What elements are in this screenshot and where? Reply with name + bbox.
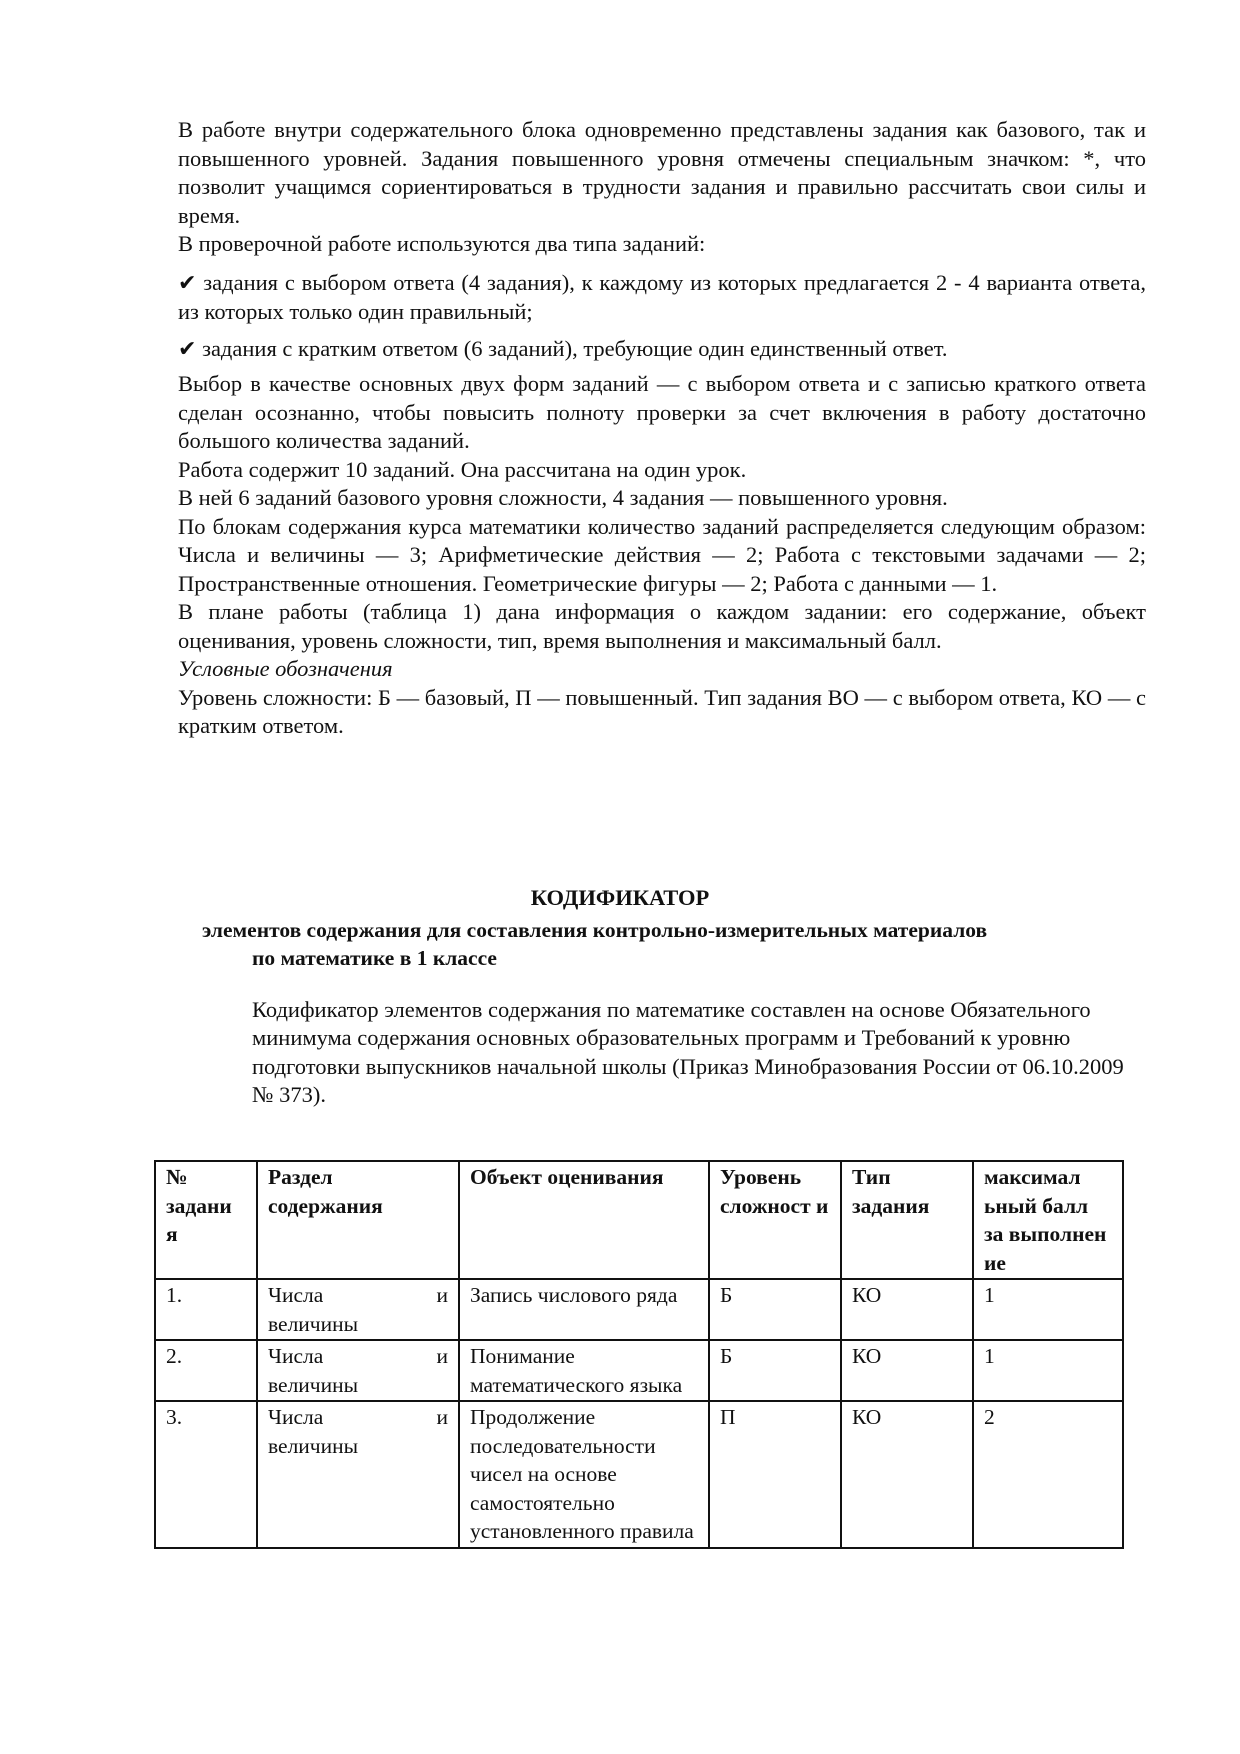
paragraph-blocks-distribution: По блокам содержания курса математики количество заданий распределяется следующим образом: Числа и величины — 3; Арифметические действия — 2; Работа с текстовыми задачами — 2; Пространственные отношения. Геометрические фигуры — 2; Работа с данными — 1. <box>178 513 1146 596</box>
section-word: величины <box>268 1433 359 1458</box>
cell-task-type: КО <box>841 1401 973 1548</box>
codifier-subtitle-line2: по математике в 1 классе <box>252 946 497 970</box>
paragraph-levels: В работе внутри содержательного блока одновременно представлены задания как базового, так и повышенного уровней. Задания повышенного уровня отмечены специальным значком: *, что позволит учащимся сориентироваться в трудности задания и правильно рассчитать свои силы и время. <box>178 117 1146 228</box>
codifier-table <box>154 1160 1124 1549</box>
bullet-multiple-choice <box>178 269 1146 327</box>
cell-difficulty-level: Б <box>709 1279 841 1340</box>
table-row <box>155 1279 1123 1340</box>
cell-assessment-object: Понимание математического языка <box>459 1340 709 1401</box>
header-difficulty-level: Уровень сложност и <box>709 1161 841 1279</box>
cell-max-score: 1 <box>973 1340 1123 1401</box>
bullet-text: задания с кратким ответом (6 заданий), требующие один единственный ответ. <box>202 335 948 361</box>
cell-assessment-object: Продолжение последовательности чисел на основе самостоятельно установленного правила <box>459 1401 709 1548</box>
cell-task-number: 1. <box>155 1279 257 1340</box>
cell-max-score: 2 <box>973 1401 1123 1548</box>
paragraph-task-types: В проверочной работе используются два типа заданий: <box>178 231 706 256</box>
codifier-subtitle-line1: элементов содержания для составления контрольно-измерительных материалов <box>202 918 988 942</box>
header-content-section: Раздел содержания <box>257 1161 459 1279</box>
cell-content-section <box>257 1340 459 1401</box>
intro-section <box>178 116 1146 741</box>
codifier-title: КОДИФИКАТОР <box>530 885 710 910</box>
cell-task-number: 2. <box>155 1340 257 1401</box>
section-word: Числа <box>268 1283 324 1307</box>
cell-content-section <box>257 1279 459 1340</box>
checkmark-icon: ✔ <box>178 336 197 362</box>
checkmark-icon: ✔ <box>178 270 197 296</box>
section-word: Числа <box>268 1344 324 1368</box>
cell-assessment-object: Запись числового ряда <box>459 1279 709 1340</box>
section-word: величины <box>268 1372 359 1397</box>
section-word: Числа <box>268 1405 324 1429</box>
cell-task-type: КО <box>841 1279 973 1340</box>
table-row <box>155 1340 1123 1401</box>
bullet-text: задания с выбором ответа (4 задания), к каждому из которых предлагается 2 - 4 варианта ответа, из которых только один правильный; <box>178 269 1146 324</box>
section-word: и <box>436 1405 448 1429</box>
header-task-type: Тип задания <box>841 1161 973 1279</box>
bullet-short-answer <box>178 335 1146 365</box>
cell-max-score: 1 <box>973 1279 1123 1340</box>
table-header-row <box>155 1161 1123 1279</box>
section-word: величины <box>268 1311 359 1336</box>
paragraph-work-plan: В плане работы (таблица 1) дана информация о каждом задании: его содержание, объект оценивания, уровень сложности, тип, время выполнения и максимальный балл. <box>178 599 1146 653</box>
section-word: и <box>436 1344 448 1368</box>
cell-task-number: 3. <box>155 1401 257 1548</box>
header-task-number: № задани я <box>155 1161 257 1279</box>
paragraph-level-split: В ней 6 заданий базового уровня сложности, 4 задания — повышенного уровня. <box>178 485 948 510</box>
header-assessment-object: Объект оценивания <box>459 1161 709 1279</box>
cell-content-section <box>257 1401 459 1548</box>
header-max-score: максимал ьный балл за выполнен ие <box>973 1161 1123 1279</box>
table-row <box>155 1401 1123 1548</box>
paragraph-task-count: Работа содержит 10 заданий. Она рассчитана на один урок. <box>178 456 747 482</box>
section-word: и <box>436 1283 448 1307</box>
codifier-intro: Кодификатор элементов содержания по математике составлен на основе Обязательного минимума содержания основных образовательных программ и Требований к уровню подготовки выпускников начальной школы (Приказ Минобразования России от 06.10.2009 № 373). <box>252 997 1124 1107</box>
paragraph-forms-choice: Выбор в качестве основных двух форм заданий — с выбором ответа и с записью краткого ответа сделан осознанно, чтобы повысить полноту проверки за счет включения в работу достаточно большого количества заданий. <box>178 371 1146 453</box>
cell-difficulty-level: Б <box>709 1340 841 1401</box>
legend-text: Уровень сложности: Б — базовый, П — повышенный. Тип задания ВО — с выбором ответа, КО — с кратким ответом. <box>178 684 1146 738</box>
cell-task-type: КО <box>841 1340 973 1401</box>
cell-difficulty-level: П <box>709 1401 841 1548</box>
legend-heading: Условные обозначения <box>178 656 393 681</box>
